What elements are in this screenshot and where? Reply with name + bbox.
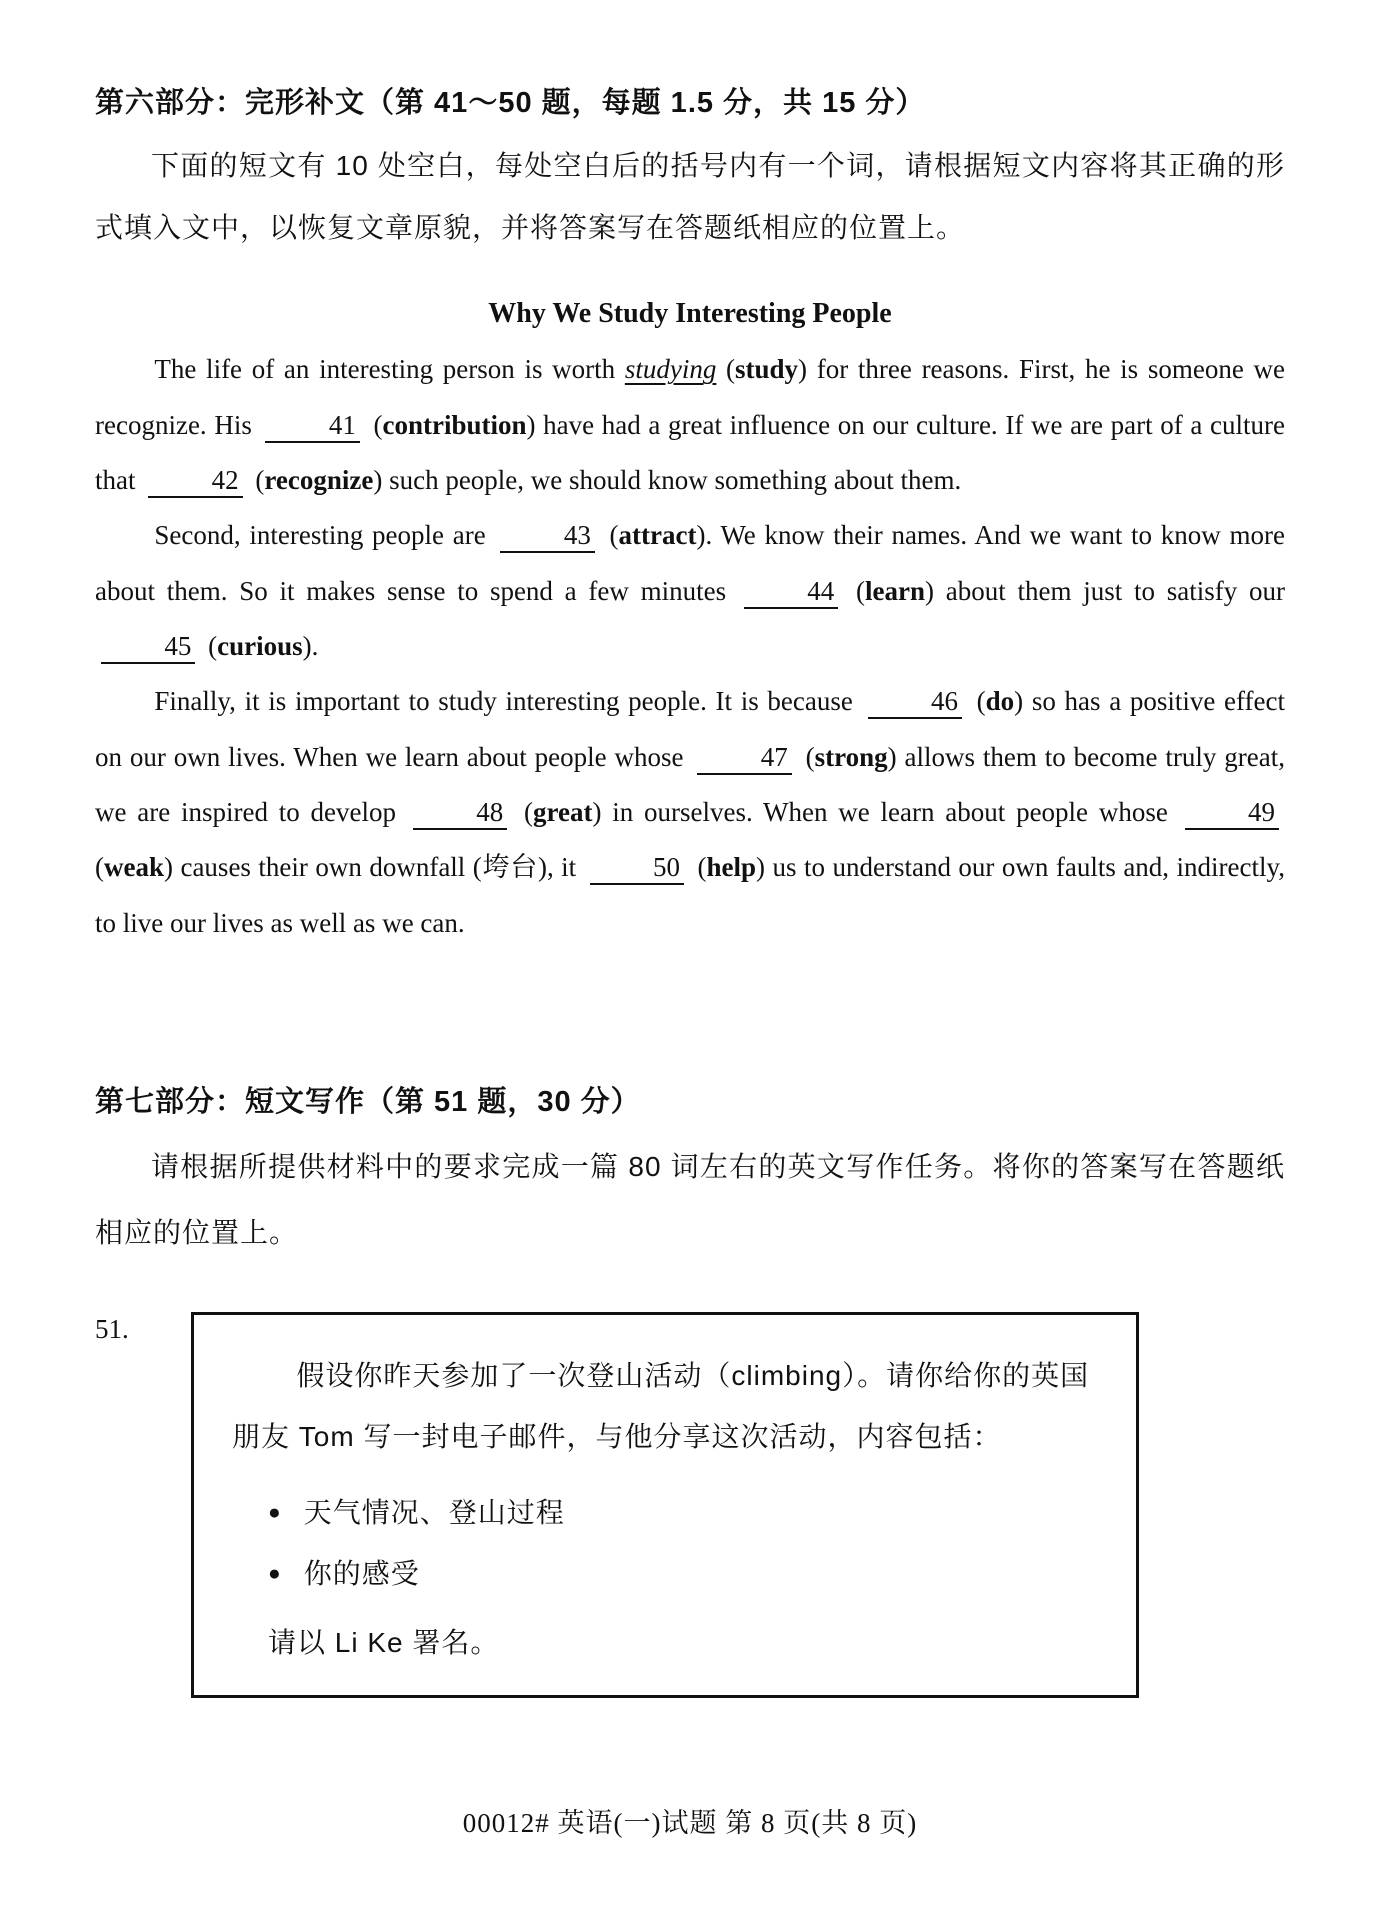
passage-text: learn: [865, 575, 926, 606]
cloze-blank-43: 43: [500, 520, 594, 553]
cloze-blank-48: 48: [413, 797, 507, 830]
passage-text: help: [706, 852, 757, 883]
passage-text: (: [797, 741, 815, 772]
passage-text: ) in ourselves. When we learn about people whose: [592, 796, 1179, 827]
passage-text: weak: [104, 852, 164, 883]
section-7-instructions: 请根据所提供材料中的要求完成一篇 80 词左右的英文写作任务。将你的答案写在答题纸相应的位置上。: [95, 1150, 1285, 1248]
cloze-blank-49: 49: [1185, 797, 1279, 830]
passage-text: strong: [814, 741, 888, 772]
passage-paragraph: [95, 508, 1285, 674]
passage-text: ) such people, we should know something about them.: [373, 464, 962, 495]
passage-text: ) have had a great influence on our culture. If we are part of a culture that: [95, 409, 1286, 495]
passage-text: ) causes their own downfall (垮台), it: [164, 852, 584, 883]
cloze-blank-42: 42: [148, 465, 242, 498]
passage-text: study: [735, 354, 799, 385]
section-7-heading: 第七部分：短文写作（第 51 题，30 分）: [95, 1085, 641, 1118]
prompt-bullet-item: ● 你的感受: [268, 1543, 1098, 1605]
passage-text: do: [985, 686, 1015, 717]
cloze-blank-46: 46: [868, 686, 962, 719]
question-51-number: 51.: [95, 1313, 129, 1344]
passage-text: (: [844, 575, 866, 606]
passage-text: (: [690, 852, 707, 883]
cloze-blank-44: 44: [744, 576, 838, 609]
passage-paragraph: [95, 342, 1285, 508]
passage-text: contribution: [382, 409, 527, 440]
cloze-blank-47: 47: [697, 742, 791, 775]
prompt-bullet-item: ● 天气情况、登山过程: [268, 1482, 1098, 1544]
passage-text: ) allows them to become truly great, we are inspired to develop: [95, 741, 1285, 827]
passage-title: Why We Study Interesting People: [488, 298, 892, 330]
section-6-instructions: 下面的短文有 10 处空白，每处空白后的括号内有一个词，请根据短文内容将其正确的形式填入文中，以恢复文章原貌，并将答案写在答题纸相应的位置上。: [95, 150, 1285, 243]
page-footer: 00012# 英语(一)试题 第 8 页(共 8 页): [462, 1808, 918, 1838]
passage-text: ) us to understand our own faults and, indirectly, to live our lives as well as we can.: [95, 852, 1285, 938]
passage-text: (: [95, 852, 104, 883]
passage-text: (: [201, 630, 218, 661]
cloze-blank-41: 41: [265, 410, 359, 443]
writing-prompt-box: [191, 1312, 1139, 1698]
passage-text: ) so has a positive effect on our own lives. When we learn about people whose: [95, 686, 1286, 772]
passage-text: The life of an interesting person is worth: [154, 354, 625, 385]
passage-text: ).: [302, 630, 319, 661]
passage-text: (: [967, 686, 986, 717]
writing-prompt-text: 假设你昨天参加了一次登山活动（climbing）。请你给你的英国朋友 Tom 写一封电子邮件，与他分享这次活动，内容包括：: [232, 1359, 1090, 1453]
passage-text: (: [600, 520, 619, 551]
question-51: [95, 1312, 1285, 1698]
passage-text: ) about them just to satisfy our: [925, 575, 1285, 606]
passage: [95, 342, 1285, 951]
prompt-bullets: [232, 1482, 1098, 1605]
passage-text: (: [365, 409, 383, 440]
signature-instruction: 请以 Li Ke 署名。: [268, 1626, 500, 1658]
passage-text: (: [716, 354, 736, 385]
passage-text: great: [532, 796, 593, 827]
passage-text: Finally, it is important to study interesting people. It is because: [154, 686, 862, 717]
section-6-heading: 第六部分：完形补文（第 41～50 题，每题 1.5 分，共 15 分）: [95, 87, 926, 119]
passage-text: (: [513, 796, 533, 827]
section-6: [95, 80, 1285, 258]
passage-text: attract: [618, 520, 697, 551]
cloze-blank-50: 50: [590, 852, 684, 885]
passage-text: Second, interesting people are: [154, 520, 495, 551]
cloze-blank-45: 45: [101, 631, 195, 664]
passage-text: recognize: [264, 464, 374, 495]
passage-text: (: [248, 464, 265, 495]
passage-text: ). We know their names. And we want to know more about them. So it makes sense to spend a few minutes: [95, 520, 1285, 606]
passage-paragraph: [95, 674, 1285, 951]
passage-text: curious: [217, 630, 303, 661]
passage-text: studying: [624, 354, 717, 385]
passage-text: ) for three reasons. First, he is someone we recognize. His: [95, 354, 1285, 440]
section-7: [95, 1079, 1285, 1266]
